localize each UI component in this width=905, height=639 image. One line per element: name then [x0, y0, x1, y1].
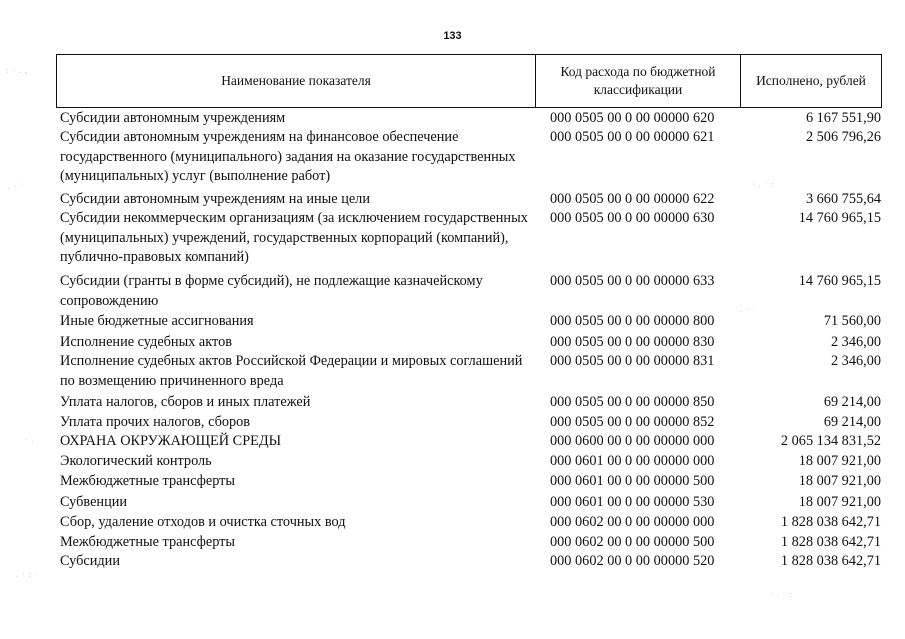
row-amount: 18 007 921,00	[798, 473, 881, 489]
row-amount: 69 214,00	[823, 394, 881, 410]
row-name: Субсидии автономным учреждениям на финансовое обеспечение государственного (муниципального) задания на оказание государственных (муниципальных) услуг (выполнение работ)	[60, 129, 516, 184]
row-code: 000 0602 00 0 00 00000 000	[550, 514, 715, 530]
row-amount: 2 346,00	[830, 334, 881, 350]
row-code: 000 0505 00 0 00 00000 621	[550, 129, 715, 145]
row-name: Субсидии некоммерческим организациям (за исключением государственных (муниципальных) учреждений, государственных корпораций (компаний), публично-правовых компаний)	[60, 210, 528, 265]
row-code: 000 0600 00 0 00 00000 000	[550, 433, 715, 449]
row-amount: 3 660 755,64	[805, 191, 881, 207]
row-code: 000 0602 00 0 00 00000 520	[550, 553, 715, 569]
row-amount: 1 828 038 642,71	[780, 553, 881, 569]
page-number: 133	[443, 30, 462, 42]
row-name: ОХРАНА ОКРУЖАЮЩЕЙ СРЕДЫ	[60, 433, 282, 449]
row-code: 000 0505 00 0 00 00000 830	[550, 334, 715, 350]
row-code: 000 0602 00 0 00 00000 500	[550, 534, 715, 550]
row-name: Межбюджетные трансферты	[60, 534, 236, 550]
row-code: 000 0505 00 0 00 00000 850	[550, 394, 715, 410]
row-code: 000 0505 00 0 00 00000 633	[550, 273, 715, 289]
table-header	[56, 54, 882, 108]
scan-speckle: . · ˙	[8, 182, 25, 191]
scan-speckle: · . · :	[770, 590, 793, 599]
row-name: Субсидии (гранты в форме субсидий), не подлежащие казначейскому сопровождению	[60, 273, 483, 309]
row-amount: 14 760 965,15	[798, 273, 881, 289]
row-name: Субсидии	[60, 553, 120, 569]
row-amount: 69 214,00	[823, 414, 881, 430]
header-budget-code: Код расхода по бюджетной классификации	[536, 55, 741, 107]
row-code: 000 0601 00 0 00 00000 500	[550, 473, 715, 489]
row-amount: 18 007 921,00	[798, 453, 881, 469]
row-amount: 2 346,00	[830, 353, 881, 369]
header-indicator-name: Наименование показателя	[57, 55, 536, 107]
row-amount: 1 828 038 642,71	[780, 534, 881, 550]
row-code: 000 0505 00 0 00 00000 620	[550, 110, 715, 126]
row-amount: 1 828 038 642,71	[780, 514, 881, 530]
row-amount: 18 007 921,00	[798, 494, 881, 510]
row-code: 000 0505 00 0 00 00000 852	[550, 414, 715, 430]
row-name: Уплата налогов, сборов и иных платежей	[60, 394, 311, 410]
scan-speckle: · . ˙ :	[752, 180, 775, 189]
row-amount: 14 760 965,15	[798, 210, 881, 226]
row-name: Сбор, удаление отходов и очистка сточных вод	[60, 514, 346, 530]
row-code: 000 0505 00 0 00 00000 831	[550, 353, 715, 369]
row-name: Межбюджетные трансферты	[60, 473, 236, 489]
row-name: Исполнение судебных актов	[60, 334, 232, 350]
row-name: Экологический контроль	[60, 453, 212, 469]
row-code: 000 0505 00 0 00 00000 622	[550, 191, 715, 207]
row-code: 000 0601 00 0 00 00000 530	[550, 494, 715, 510]
row-amount: 2 065 134 831,52	[780, 433, 881, 449]
scan-speckle: · .	[25, 435, 35, 444]
scan-speckle: . · : ·	[16, 570, 39, 579]
scan-speckle: . · ˙	[740, 305, 757, 314]
row-name: Субсидии автономным учреждениям	[60, 110, 286, 126]
row-amount: 71 560,00	[823, 313, 881, 329]
row-amount: 2 506 796,26	[805, 129, 881, 145]
row-name: Исполнение судебных актов Российской Федерации и мировых соглашений по возмещению причиненного вреда	[60, 353, 523, 389]
scan-speckle: : · . ,	[6, 66, 28, 75]
row-code: 000 0505 00 0 00 00000 630	[550, 210, 715, 226]
row-code: 000 0505 00 0 00 00000 800	[550, 313, 715, 329]
row-code: 000 0601 00 0 00 00000 000	[550, 453, 715, 469]
row-name: Уплата прочих налогов, сборов	[60, 414, 251, 430]
row-name: Иные бюджетные ассигнования	[60, 313, 254, 329]
row-amount: 6 167 551,90	[805, 110, 881, 126]
row-name: Субвенции	[60, 494, 128, 510]
header-executed: Исполнено, рублей	[756, 73, 866, 89]
row-name: Субсидии автономным учреждениям на иные цели	[60, 191, 370, 207]
